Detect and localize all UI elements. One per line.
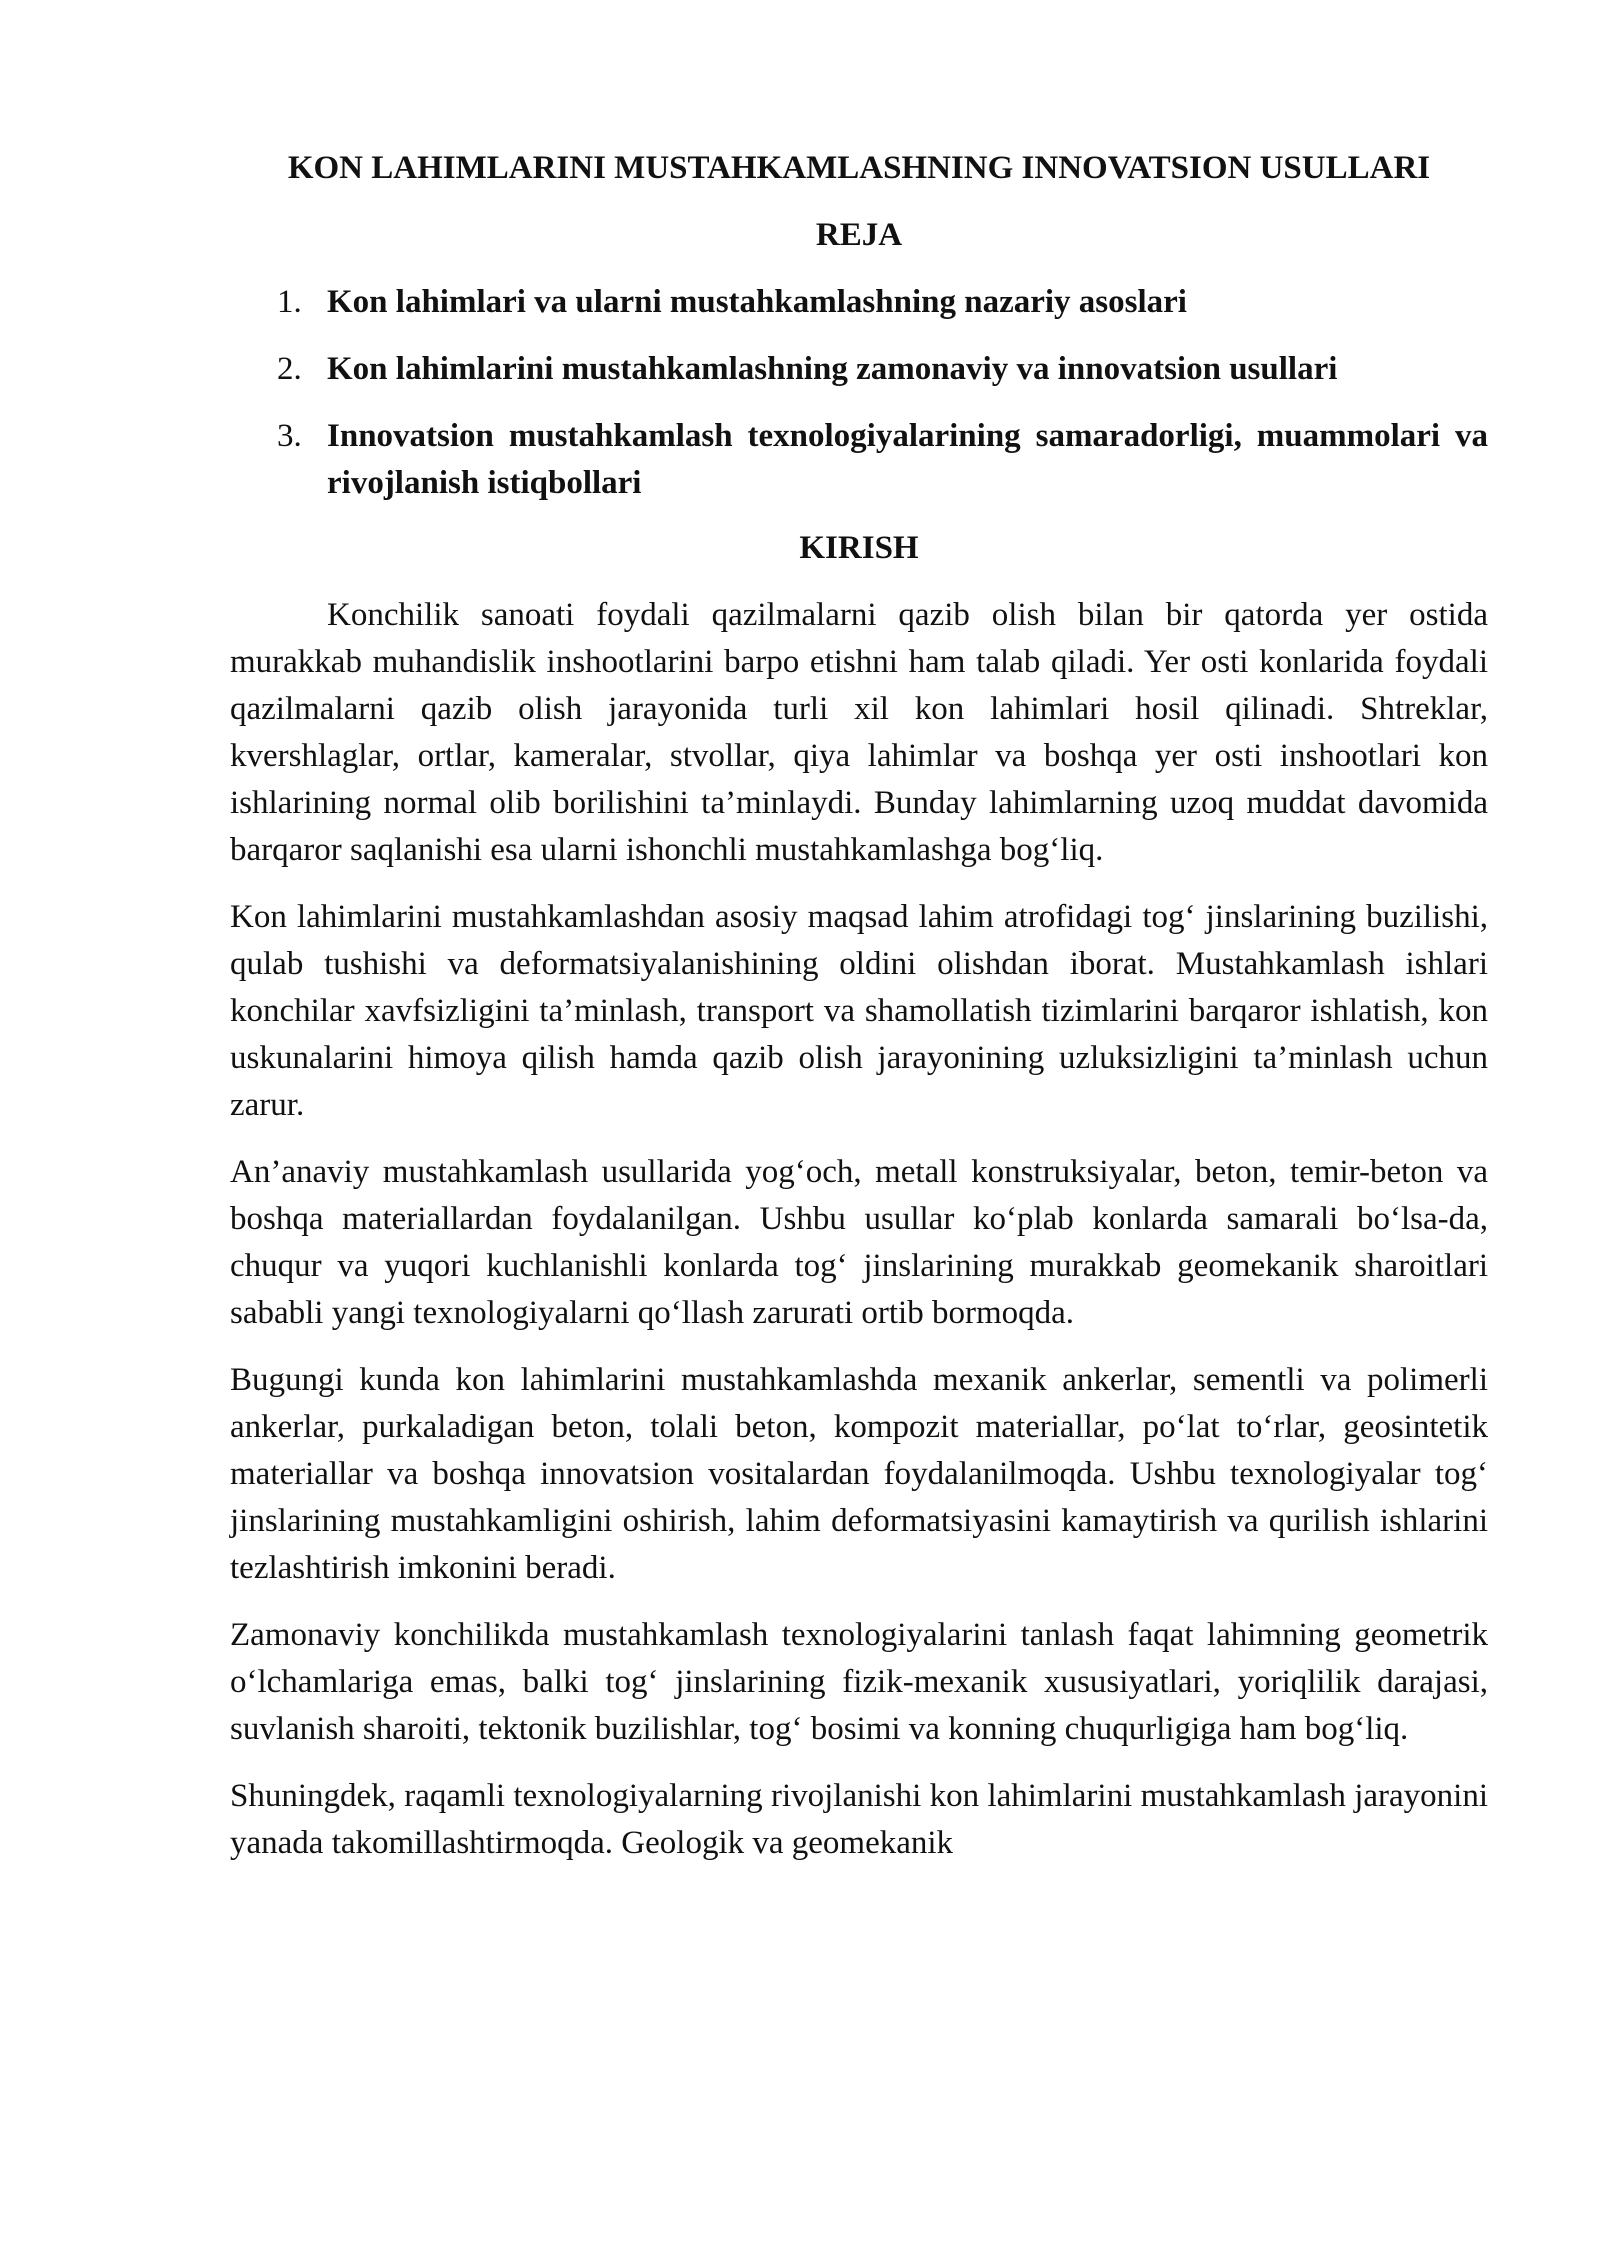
plan-item xyxy=(230,413,1488,507)
body-paragraph: Zamonaviy konchilikda mustahkamlash texnologiyalarini tanlash faqat lahimning geometrik o‘lchamlariga emas, balki tog‘ jinslarining fizik-mexanik xususiyatlari, yoriqlilik darajasi, suvlanish sharoiti, tektonik buzilishlar, tog‘ bosimi va konning chuqurligiga ham bog‘liq. xyxy=(230,1617,1488,1747)
intro-heading: KIRISH xyxy=(799,530,919,566)
plan-item xyxy=(230,279,1488,326)
document-page xyxy=(230,145,1488,1887)
document-title: KON LAHIMLARINI MUSTAHKAMLASHNING INNOVATSION USULLARI xyxy=(287,150,1431,186)
plan-item-number: 2. xyxy=(277,351,302,387)
body-paragraph: An’anaviy mustahkamlash usullarida yog‘och, metall konstruksiyalar, beton, temir-beton va boshqa materiallardan foydalanilgan. Ushbu usullar ko‘plab konlarda samarali bo‘lsa-da, chuqur va yuqori kuchlanishli konlarda tog‘ jinslarining murakkab geomekanik sharoitlari sababli yangi texnologiyalarni qo‘llash zarurati ortib bormoqda. xyxy=(230,1154,1488,1331)
body-paragraph: Kon lahimlarini mustahkamlashdan asosiy maqsad lahim atrofidagi tog‘ jinslarining buzilishi, qulab tushishi va deformatsiyalanishining oldini olishdan iborat. Mustahkamlash ishlari konchilar xavfsizligini ta’minlash, transport va shamollatish tizimlarini barqaror ishlatish, kon uskunalarini himoya qilish hamda qazib olish jarayonining uzluksizligini ta’minlash uchun zarur. xyxy=(230,899,1488,1123)
body-paragraph: Shuningdek, raqamli texnologiyalarning rivojlanishi kon lahimlarini mustahkamlash jarayonini yanada takomillashtirmoqda. Geologik va geomekanik xyxy=(230,1778,1488,1861)
plan-item-text: Kon lahimlari va ularni mustahkamlashning nazariy asoslari xyxy=(327,284,1187,320)
plan-item-number: 1. xyxy=(277,284,302,320)
plan-item-text: Innovatsion mustahkamlash texnologiyalarining samaradorligi, muammolari va rivojlanish istiqbollari xyxy=(327,418,1488,501)
plan-item xyxy=(230,346,1488,393)
plan-heading: REJA xyxy=(815,217,903,253)
body-paragraph: Bugungi kunda kon lahimlarini mustahkamlashda mexanik ankerlar, sementli va polimerli ankerlar, purkaladigan beton, tolali beton, kompozit materiallar, po‘lat to‘rlar, geosintetik materiallar va boshqa innovatsion vositalardan foydalanilmoqda. Ushbu texnologiyalar tog‘ jinslarining mustahkamligini oshirish, lahim deformatsiyasini kamaytirish va qurilish ishlarini tezlashtirish imkonini beradi. xyxy=(230,1362,1488,1586)
body-paragraph: Konchilik sanoati foydali qazilmalarni qazib olish bilan bir qatorda yer ostida murakkab muhandislik inshootlarini barpo etishni ham talab qiladi. Yer osti konlarida foydali qazilmalarni qazib olish jarayonida turli xil kon lahimlari hosil qilinadi. Shtreklar, kvershlaglar, ortlar, kameralar, stvollar, qiya lahimlar va boshqa yer osti inshootlari kon ishlarining normal olib borilishini ta’minlaydi. Bunday lahimlarning uzoq muddat davomida barqaror saqlanishi esa ularni ishonchli mustahkamlashga bog‘liq. xyxy=(230,597,1488,868)
plan-item-number: 3. xyxy=(277,418,302,454)
plan-item-text: Kon lahimlarini mustahkamlashning zamonaviy va innovatsion usullari xyxy=(327,351,1338,387)
plan-list xyxy=(230,279,1488,507)
